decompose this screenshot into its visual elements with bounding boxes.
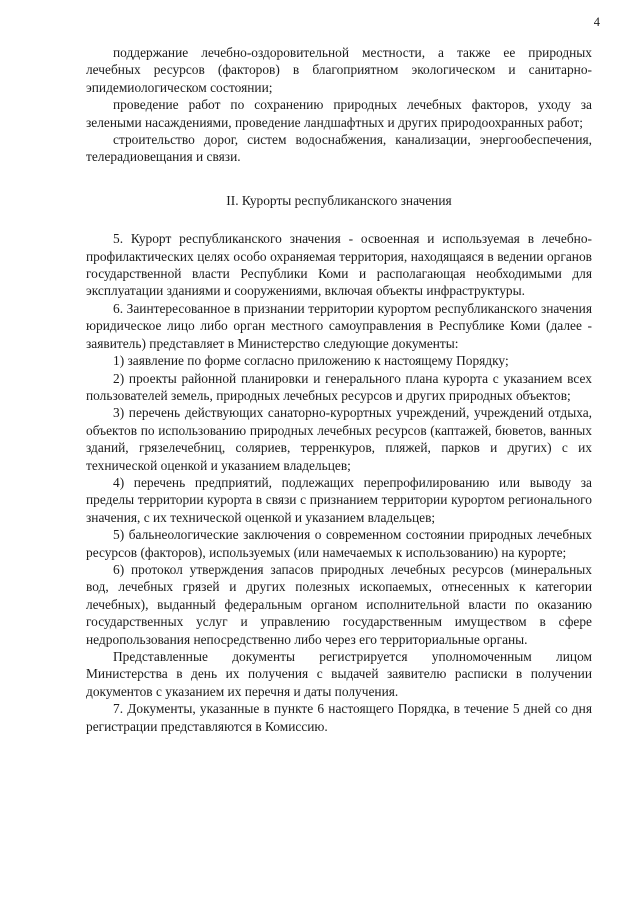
- paragraph-recreational-area: поддержание лечебно-оздоровительной местности, а также ее природных лечебных ресурсов (факторов) в благоприятном экологическом и санитарно-эпидемиологическом состоянии;: [86, 45, 592, 95]
- paragraph-registration: Представленные документы регистрируется уполномоченным лицом Министерства в день их получения с выдачей заявителю расписки в получении документов с указанием их перечня и даты получения.: [86, 649, 592, 699]
- list-item-5: 5) бальнеологические заключения о современном состоянии природных лечебных ресурсов (факторов), используемых (или намечаемых к использованию) на курорте;: [86, 527, 592, 560]
- paragraph-infrastructure: строительство дорог, систем водоснабжения, канализации, энергообеспечения, телерадиовещания и связи.: [86, 132, 592, 165]
- list-item-4: 4) перечень предприятий, подлежащих перепрофилированию или выводу за пределы территории курорта в связи с признанием территории курортом регионального значения, с их технической оценкой и указанием владельцев;: [86, 474, 592, 525]
- list-item-3: 3) перечень действующих санаторно-курортных учреждений, учреждений отдыха, объектов по использованию природных лечебных ресурсов (каптажей, бюветов, ванных зданий, грязелечебниц, соляриев, терренкуров, пляжей, парков и других) с их технической оценкой и указанием владельцев;: [86, 405, 592, 473]
- list-item-2: 2) проекты районной планировки и генерального плана курорта с указанием всех пользователей земель, природных лечебных ресурсов и других природных объектов;: [86, 370, 592, 403]
- paragraph-item-6: 6. Заинтересованное в признании территории курортом республиканского значения юридическое лицо либо орган местного самоуправления в Республике Коми (далее - заявитель) представляет в Министерство следующие документы:: [86, 300, 592, 351]
- list-item-1: 1) заявление по форме согласно приложению к настоящему Порядку;: [113, 353, 509, 369]
- document-body: [86, 44, 592, 735]
- paragraph-item-7: 7. Документы, указанные в пункте 6 настоящего Порядка, в течение 5 дней со дня регистрации представляются в Комиссию.: [86, 701, 592, 734]
- paragraph-conservation-works: проведение работ по сохранению природных лечебных факторов, уходу за зелеными насаждениями, проведение ландшафтных и других природоохранных работ;: [86, 97, 592, 130]
- paragraph-item-5: 5. Курорт республиканского значения - освоенная и используемая в лечебно-профилактических целях особо охраняемая территория, находящаяся в ведении органов государственной власти Республики Коми и располагающая необходимыми для эксплуатации зданиями и сооружениями, включая объекты инфраструктуры.: [86, 231, 592, 299]
- list-item-6: 6) протокол утверждения запасов природных лечебных ресурсов (минеральных вод, лечебных грязей и других полезных ископаемых, отнесенных к категории лечебных), выданный федеральным органом исполнительной власти по оказанию государственных услуг и управлению государственным имуществом в сфере недропользования непосредственно либо через его территориальные органы.: [86, 561, 592, 647]
- page-number: 4: [593, 15, 600, 29]
- section-heading: II. Курорты республиканского значения: [226, 192, 452, 208]
